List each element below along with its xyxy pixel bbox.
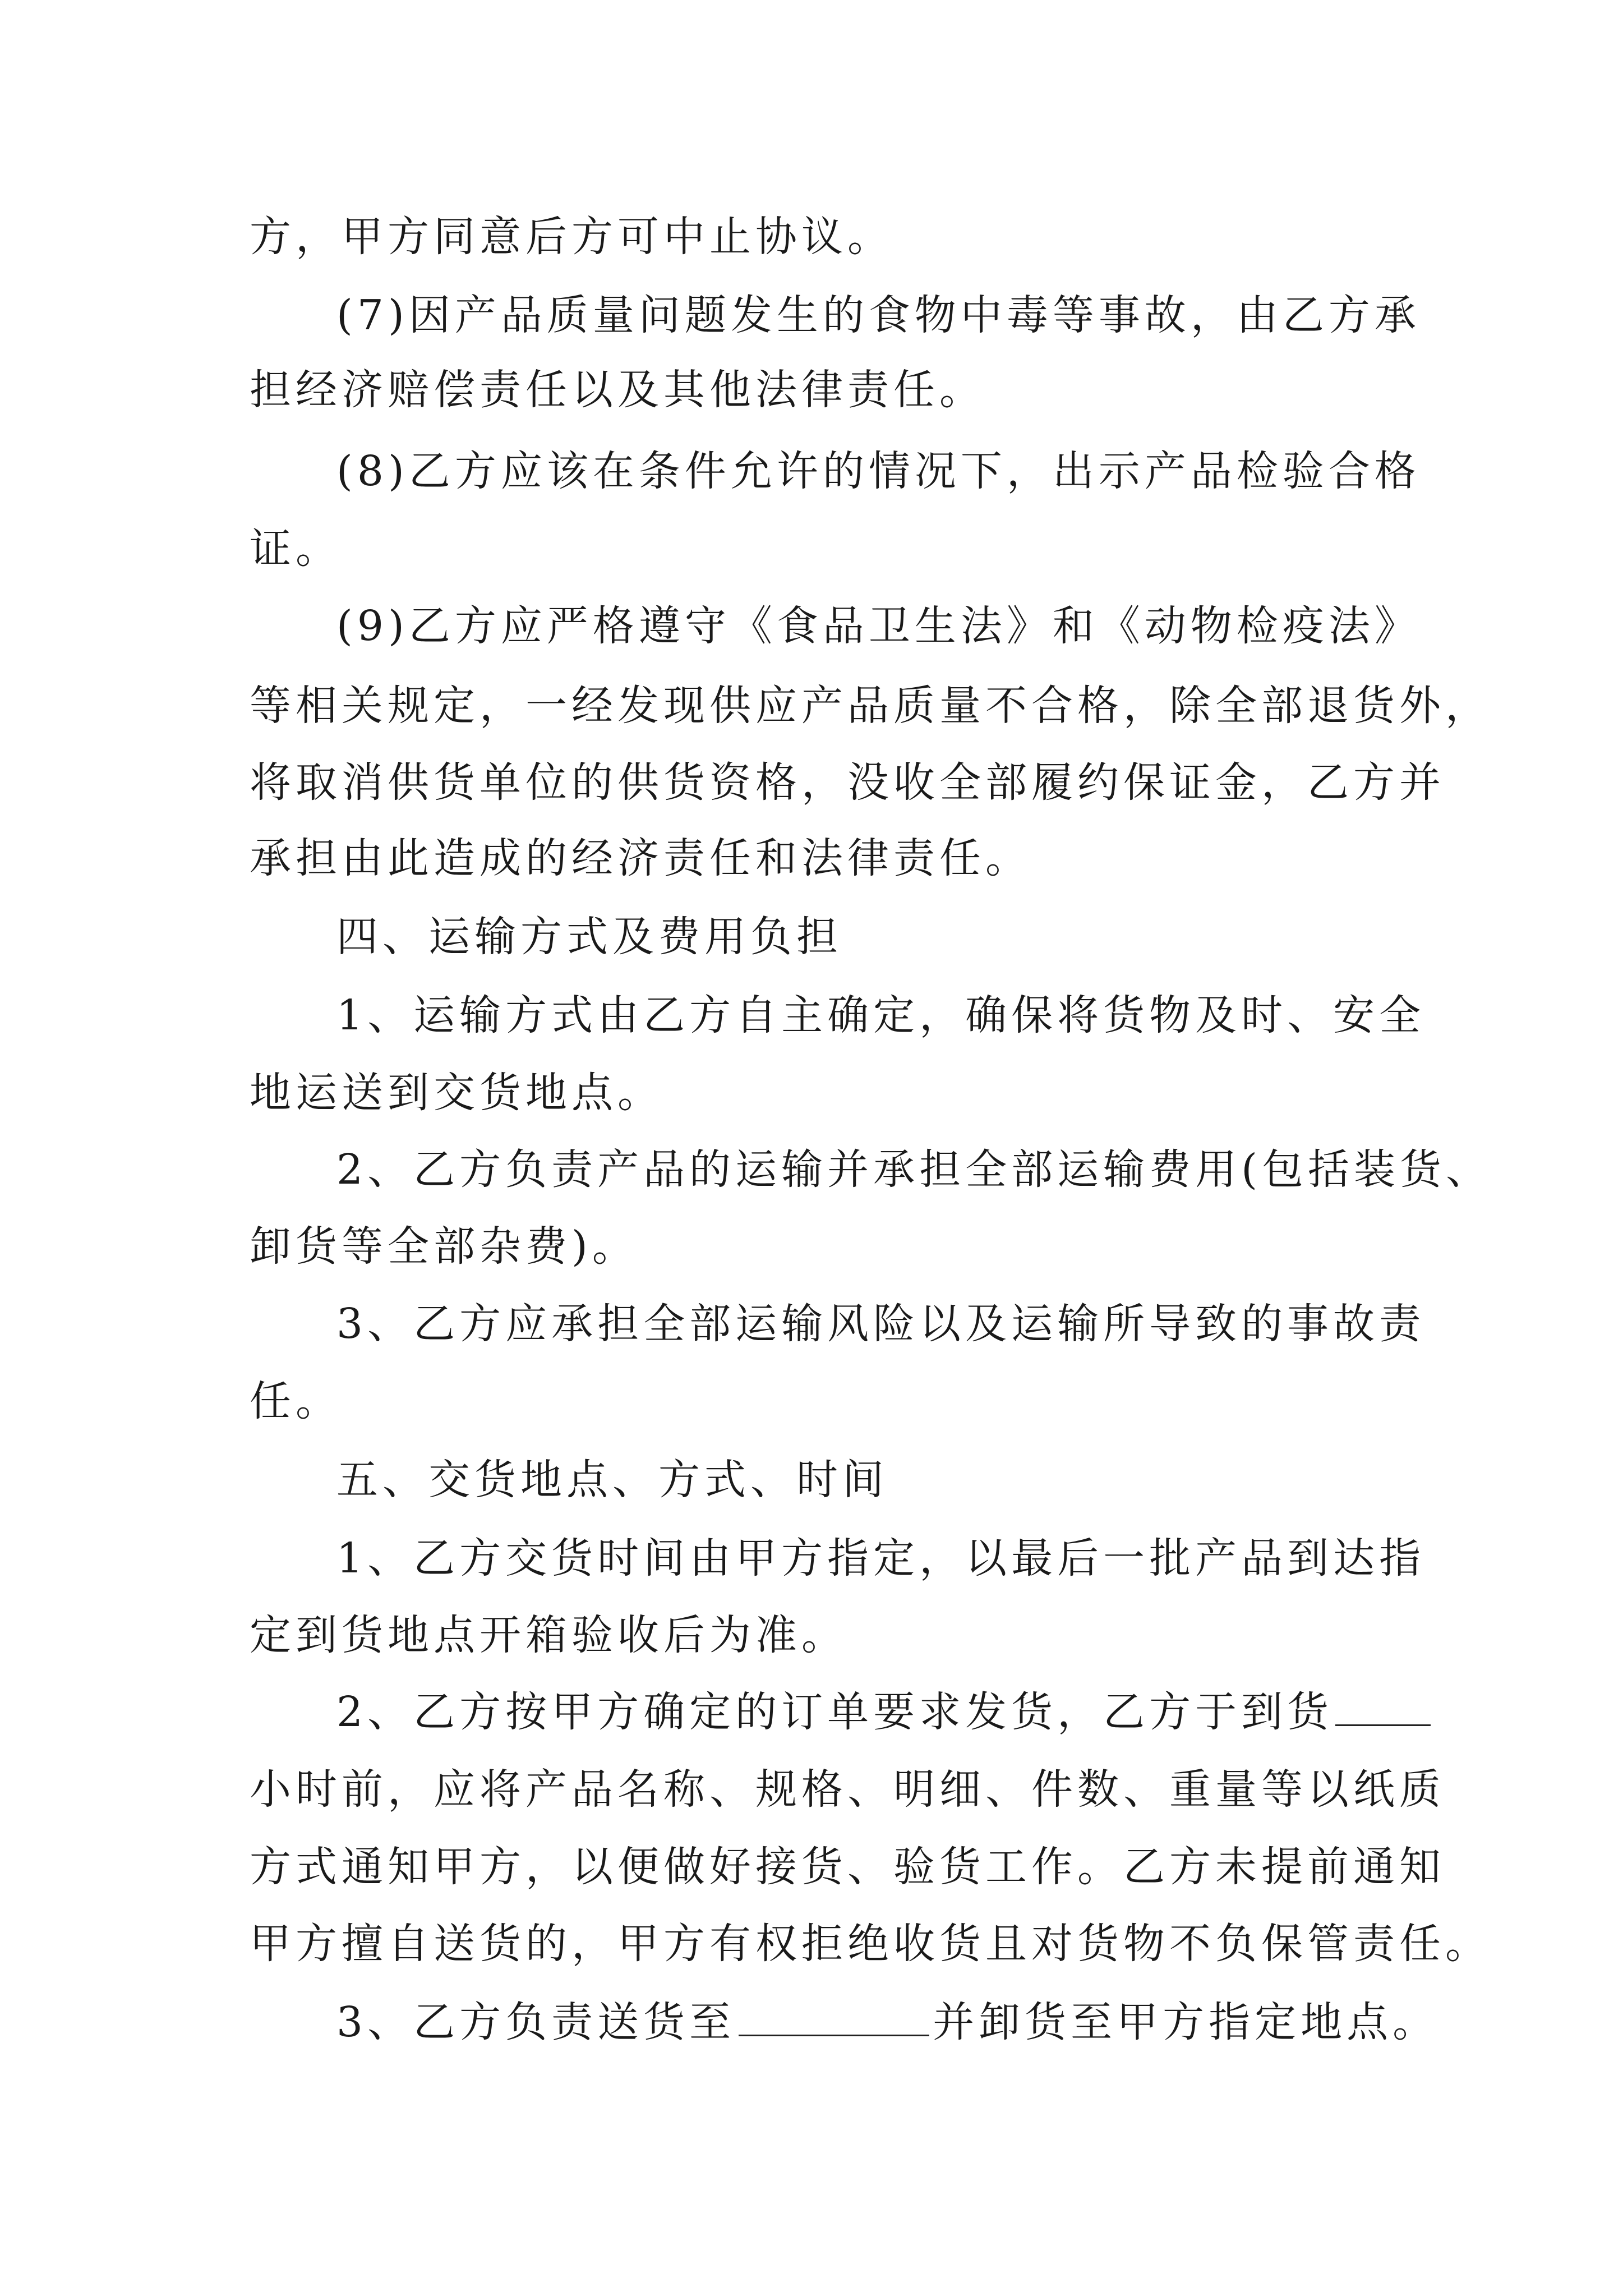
text-line: 定到货地点开箱验收后为准。 — [250, 1611, 847, 1659]
text-line: 方，甲方同意后方可中止协议。 — [250, 213, 893, 261]
text-line: 2、乙方负责产品的运输并承担全部运输费用(包括装货、 — [336, 1145, 1492, 1194]
text-segment: 2、乙方按甲方确定的订单要求发货，乙方于到货 — [336, 1688, 1334, 1736]
text-line: 地运送到交货地点。 — [250, 1069, 663, 1117]
text-segment: 并卸货至甲方指定地点。 — [933, 1998, 1439, 2046]
text-line: 方式通知甲方，以便做好接货、验货工作。乙方未提前通知 — [250, 1843, 1445, 1891]
text-line: 任。 — [250, 1377, 342, 1425]
fill-in-blank[interactable] — [1335, 1690, 1431, 1726]
text-line: 1、运输方式由乙方自主确定，确保将货物及时、安全 — [336, 991, 1426, 1039]
text-line — [336, 1994, 1438, 2050]
text-line: (7)因产品质量问题发生的食物中毒等事故，由乙方承 — [336, 291, 1421, 339]
text-segment: 3、乙方负责送货至 — [336, 1998, 736, 2046]
text-line: 卸货等全部杂费)。 — [250, 1222, 638, 1271]
section-heading: 五、交货地点、方式、时间 — [336, 1456, 888, 1504]
text-line: 1、乙方交货时间由甲方指定，以最后一批产品到达指 — [336, 1534, 1426, 1582]
text-line: (9)乙方应严格遵守《食品卫生法》和《动物检疫法》 — [336, 602, 1421, 650]
text-line: (8)乙方应该在条件允许的情况下，出示产品检验合格 — [336, 447, 1421, 495]
text-line — [336, 1684, 1431, 1740]
text-line: 小时前，应将产品名称、规格、明细、件数、重量等以纸质 — [250, 1765, 1445, 1814]
section-heading: 四、运输方式及费用负担 — [336, 913, 842, 961]
text-line: 3、乙方应承担全部运输风险以及运输所导致的事故责 — [336, 1300, 1426, 1348]
fill-in-blank[interactable] — [739, 2000, 929, 2036]
text-line: 担经济赔偿责任以及其他法律责任。 — [250, 366, 985, 414]
text-line: 等相关规定，一经发现供应产品质量不合格，除全部退货外， — [250, 682, 1491, 730]
text-line: 将取消供货单位的供货资格，没收全部履约保证金，乙方并 — [250, 758, 1445, 807]
text-line: 证。 — [250, 524, 342, 573]
text-line: 甲方擅自送货的，甲方有权拒绝收货且对货物不负保管责任。 — [250, 1920, 1491, 1968]
text-line: 承担由此造成的经济责任和法律责任。 — [250, 834, 1031, 882]
